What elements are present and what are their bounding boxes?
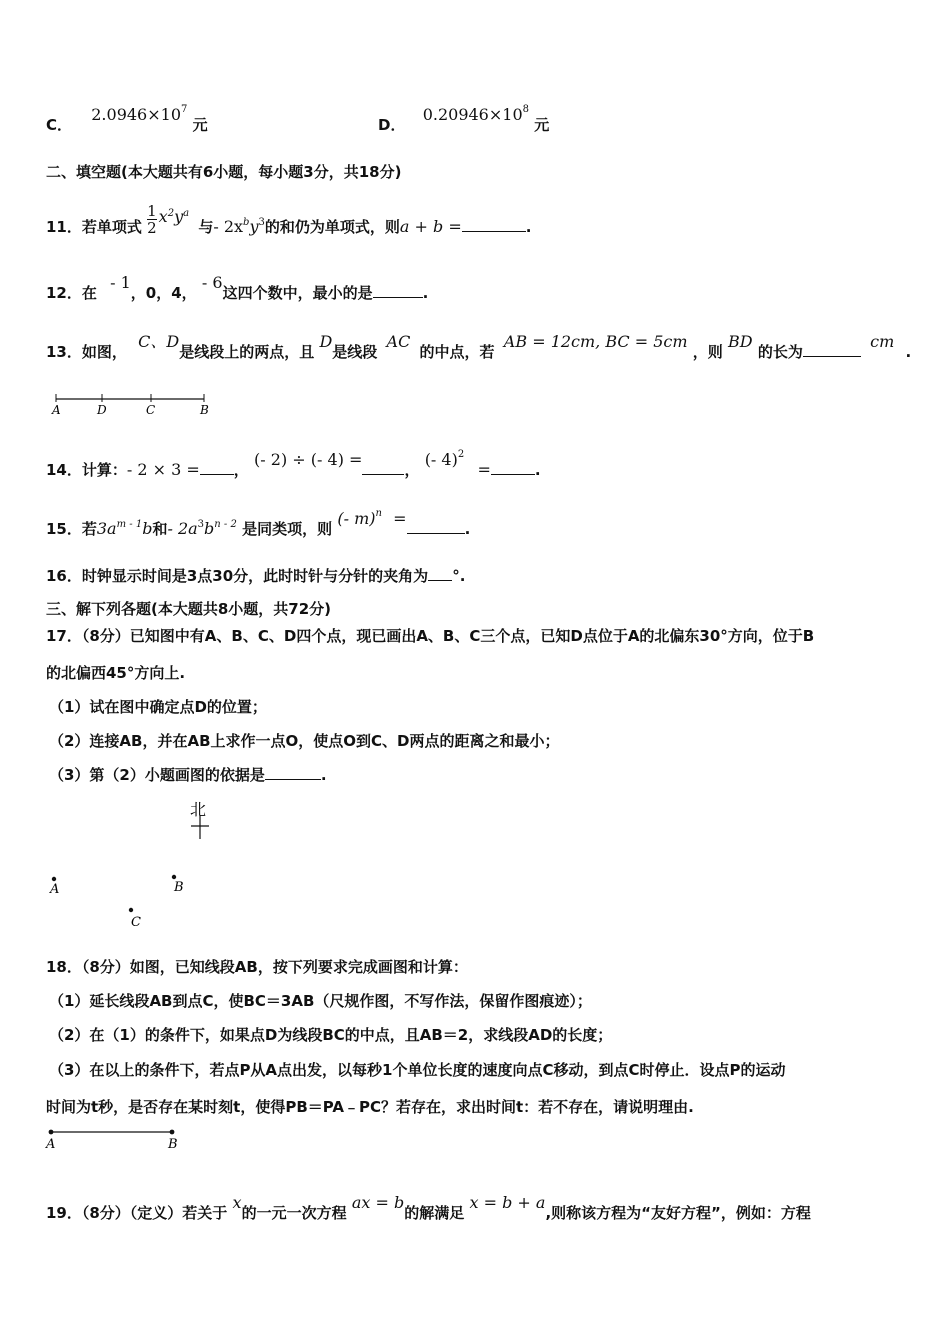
q14-blank1[interactable] — [200, 460, 234, 475]
q15-term2-b: b — [204, 519, 215, 538]
q13-text4: ，则 — [692, 343, 723, 361]
q11-fraction — [147, 203, 157, 236]
q18-line1: 18．（8分）如图，已知线段AB，按下列要求完成画图和计算： — [46, 958, 468, 976]
q14-expr2: (- 2) ÷ (- 4) = — [254, 450, 363, 469]
q19-text2: 的解满足 — [404, 1204, 465, 1222]
q11-expr: a + b = — [399, 217, 462, 236]
q13-bd: BD — [728, 332, 753, 351]
q11-answer-blank[interactable] — [462, 217, 526, 232]
option-c-times: ×10 — [147, 105, 181, 124]
q15-expr: (- m) — [337, 509, 376, 528]
q19-prefix: 19．（8分）（定义）若关于 — [46, 1204, 228, 1222]
option-c-letter: C． — [46, 116, 73, 134]
q11-mono1-x: x — [158, 207, 168, 226]
q18-label-b: B — [168, 1137, 178, 1152]
q12-suffix: 这四个数中，最小的是 — [222, 284, 373, 302]
q13-label-d: D — [97, 403, 107, 417]
q14-blank3[interactable] — [491, 460, 535, 475]
q13-text2: 是线段 — [332, 343, 378, 361]
section2-header: 二、填空题(本大题共有6小题，每小题3分，共18分) — [46, 163, 402, 181]
q18-sub3b: 时间为t秒，是否存在某时刻t，使得PB＝PA﹣PC？若存在，求出时间t：若不存在，请说明理由. — [46, 1098, 694, 1116]
option-c-mantissa: 2.0946 — [91, 105, 148, 124]
q17-line2: 的北偏西45°方向上. — [46, 664, 186, 682]
q17-sub3-text: （3）第（2）小题画图的依据是 — [49, 766, 265, 784]
q11-mono2-yexp: 3 — [258, 217, 265, 228]
q11-mono2: - 2x — [213, 217, 244, 236]
section3-header: 三、解下列各题(本大题共8小题，共72分) — [46, 600, 332, 618]
q17-point-a — [52, 877, 56, 881]
q15-answer-blank[interactable] — [407, 519, 465, 534]
question-19 — [46, 1193, 811, 1223]
q13-answer-blank[interactable] — [803, 342, 861, 357]
option-d-times: ×10 — [488, 105, 523, 124]
q12-mid: ，0，4， — [130, 284, 197, 302]
question-13 — [46, 332, 912, 362]
option-c-unit: 元 — [192, 116, 208, 134]
q18-label-a: A — [46, 1137, 56, 1152]
option-c-exp: 7 — [181, 104, 188, 115]
option-d-unit: 元 — [534, 116, 550, 134]
q18-sub1: （1）延长线段AB到点C，使BC＝3AB（尺规作图，不写作法，保留作图痕迹）； — [49, 992, 592, 1010]
q17-figure — [40, 795, 240, 935]
q12-n1: - 1 — [110, 273, 131, 292]
q13-label-a: A — [52, 403, 61, 417]
question-15 — [46, 508, 471, 542]
q16-text: 16．时钟显示时间是3点30分，此时时针与分针的夹角为 — [46, 567, 429, 585]
q15-mid: 和 — [152, 520, 168, 538]
q11-mono1-y: y — [174, 207, 184, 226]
q14-sep2: ， — [404, 461, 420, 479]
question-11 — [46, 202, 532, 244]
q11-mid: 与 — [198, 218, 214, 236]
q17-answer-blank[interactable] — [265, 765, 321, 780]
q13-unit: cm — [870, 332, 895, 351]
q16-answer-blank[interactable] — [428, 566, 452, 581]
q14-expr3-eq: = — [477, 460, 491, 479]
q18-sub2: （2）在（1）的条件下，如果点D为线段BC的中点，且AB＝2，求线段AD的长度； — [49, 1026, 613, 1044]
q14-end: . — [534, 461, 541, 479]
q13-figure — [48, 390, 218, 418]
q12-answer-blank[interactable] — [373, 283, 423, 298]
q15-term1-b: b — [142, 519, 153, 538]
q13-condition: AB = 12cm, BC = 5cm — [503, 332, 688, 351]
q14-expr1: - 2 × 3 = — [126, 460, 200, 479]
q15-term2-bexp: n - 2 — [214, 519, 237, 530]
q12-prefix: 12．在 — [46, 284, 97, 302]
q11-mono1-xexp: 2 — [167, 208, 175, 219]
q17-line1: 17．（8分）已知图中有A、B、C、D四个点，现已画出A、B、C三个点，已知D点位于A的北偏东30°方向，位于B — [46, 627, 815, 645]
q11-prefix: 11．若单项式 — [46, 218, 142, 236]
q11-frac-num: 1 — [147, 202, 157, 220]
q18-figure — [44, 1124, 194, 1154]
q13-prefix: 13．如图， — [46, 343, 127, 361]
q17-sub2: （2）连接AB，并在AB上求作一点O，使点O到C、D两点的距离之和最小； — [49, 732, 560, 750]
q11-frac-den: 2 — [147, 219, 157, 237]
question-14 — [46, 449, 541, 483]
q11-mono2-exp: b — [243, 217, 250, 228]
q11-mono2-y: y — [249, 217, 259, 236]
q17-sub1: （1）试在图中确定点D的位置； — [49, 698, 267, 716]
option-d — [378, 104, 550, 138]
q13-text5: 的长为 — [757, 343, 803, 361]
question-16 — [46, 566, 465, 586]
q15-term1: 3a — [96, 519, 117, 538]
q15-term2: - 2a — [167, 519, 198, 538]
q19-text1: 的一元一次方程 — [241, 1204, 347, 1222]
question-12 — [46, 273, 429, 303]
q14-sep1: ， — [233, 461, 249, 479]
q15-term1-exp: m - 1 — [116, 519, 143, 530]
q13-label-b: B — [200, 403, 209, 417]
q13-text1: 是线段上的两点，且 — [179, 343, 315, 361]
q14-prefix: 14．计算： — [46, 461, 127, 479]
q18-point-b — [170, 1130, 175, 1135]
q12-end: . — [422, 284, 429, 302]
q13-points: C、D — [138, 332, 180, 351]
q19-text3: ,则称该方程为“友好方程”，例如：方程 — [545, 1204, 811, 1222]
q15-prefix: 15．若 — [46, 520, 97, 538]
q19-eq2: x = b + a — [469, 1193, 546, 1212]
q17-sub3-end: . — [320, 766, 327, 784]
q14-expr3: (- 4) — [424, 450, 458, 469]
q13-d: D — [319, 332, 333, 351]
q15-term2-exp: 3 — [197, 519, 205, 530]
option-d-mantissa: 0.20946 — [422, 105, 489, 124]
q17-label-c: C — [131, 915, 141, 930]
option-d-exp: 8 — [522, 104, 529, 115]
q19-eq1: ax = b — [351, 1193, 405, 1212]
q13-text3: 的中点，若 — [419, 343, 495, 361]
q16-end: °. — [452, 567, 466, 585]
option-c — [46, 104, 208, 138]
north-label: 北 — [190, 800, 207, 819]
q15-text3: 是同类项，则 — [242, 520, 333, 538]
q17-sub3 — [49, 765, 327, 785]
q18-sub3a: （3）在以上的条件下，若点P从A点出发，以每秒1个单位长度的速度向点C移动，到点C时停止．设点P的运动 — [49, 1061, 786, 1079]
q14-expr3-exp: 2 — [457, 449, 465, 460]
q17-label-a: A — [50, 882, 60, 897]
q14-blank2[interactable] — [362, 460, 404, 475]
q15-end: . — [464, 520, 471, 538]
q15-expr-exp: n — [375, 508, 382, 519]
q17-point-c — [129, 908, 133, 912]
q18-point-a — [49, 1130, 54, 1135]
q11-end: . — [525, 218, 532, 236]
q13-end: . — [905, 343, 912, 361]
q17-point-b — [172, 875, 176, 879]
q13-ac: AC — [386, 332, 411, 351]
q19-x: x — [232, 1193, 242, 1212]
q11-mono1-yexp: a — [183, 208, 190, 219]
q13-label-c: C — [146, 403, 156, 417]
q15-eq: = — [393, 509, 407, 528]
q17-label-b: B — [174, 880, 184, 895]
option-d-letter: D． — [378, 116, 406, 134]
q11-suffix: 的和仍为单项式，则 — [264, 218, 400, 236]
q12-n2: - 6 — [201, 273, 223, 292]
